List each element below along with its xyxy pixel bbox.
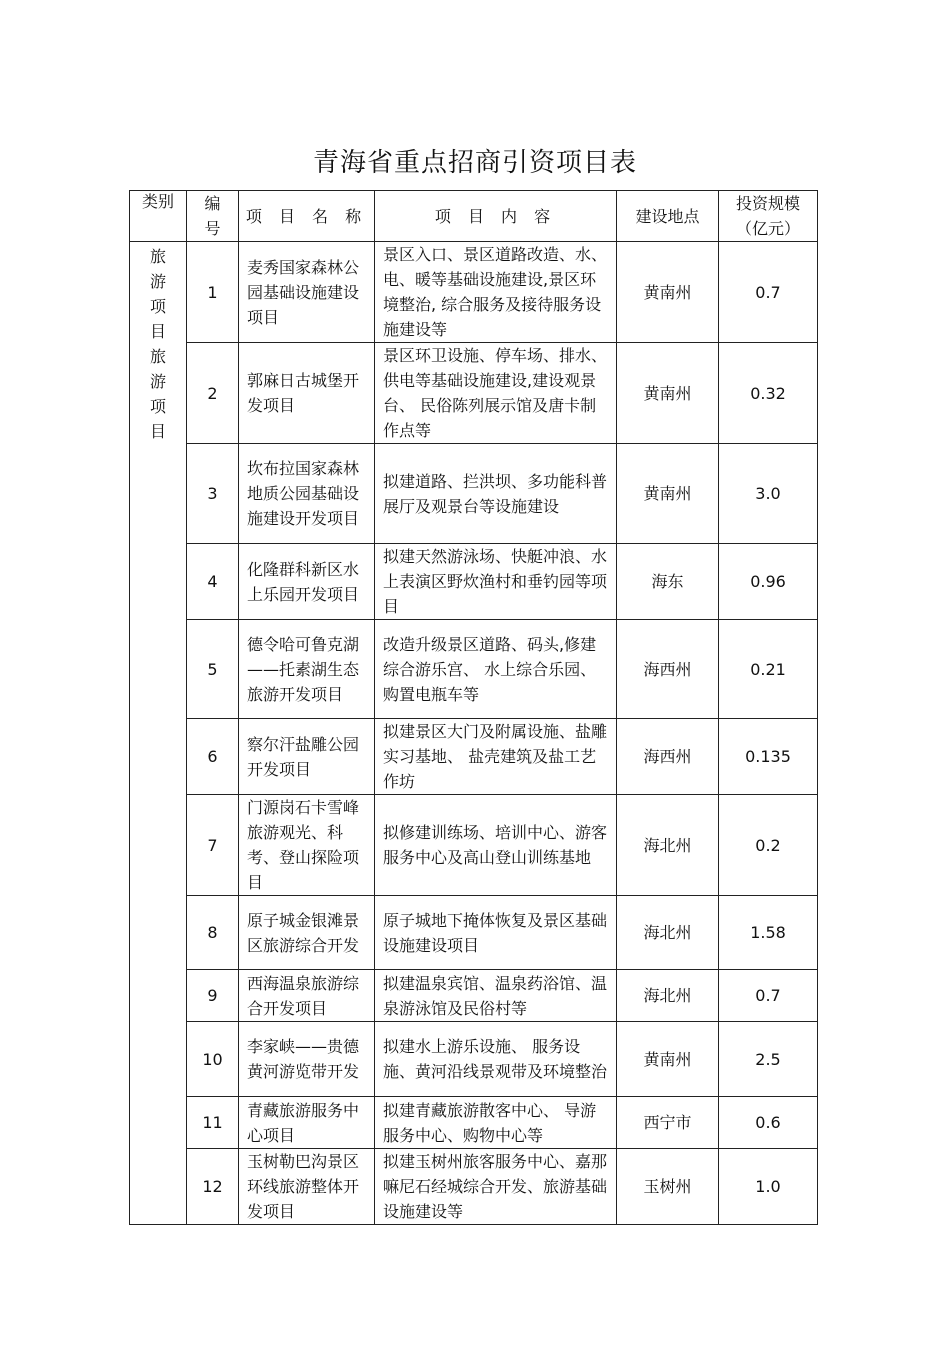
investment-amount: 0.21 — [719, 620, 818, 719]
project-location: 海北州 — [617, 795, 719, 896]
table-row — [130, 544, 818, 620]
header-number: 编号 — [187, 191, 239, 242]
project-name: 德令哈可鲁克湖——托素湖生态旅游开发项目 — [239, 620, 375, 719]
project-content: 景区入口、景区道路改造、水、电、暖等基础设施建设,景区环境整治, 综合服务及接待服务设施建设等 — [375, 242, 617, 343]
category-cell — [130, 242, 187, 1225]
investment-amount: 1.58 — [719, 896, 818, 970]
project-name: 玉树勒巴沟景区环线旅游整体开发项目 — [239, 1149, 375, 1225]
project-name: 坎布拉国家森林地质公园基础设施建设开发项目 — [239, 444, 375, 544]
table-body — [130, 242, 818, 1225]
header-name: 项 目 名 称 — [239, 191, 375, 242]
project-content: 拟建天然游泳场、快艇冲浪、水上表演区野炊渔村和垂钓园等项目 — [375, 544, 617, 620]
project-location: 黄南州 — [617, 343, 719, 444]
project-name: 察尔汗盐雕公园开发项目 — [239, 719, 375, 795]
row-number: 10 — [187, 1022, 239, 1097]
table-row — [130, 444, 818, 544]
project-name: 西海温泉旅游综合开发项目 — [239, 970, 375, 1022]
row-number: 9 — [187, 970, 239, 1022]
row-number: 3 — [187, 444, 239, 544]
project-location: 海北州 — [617, 970, 719, 1022]
project-table — [129, 190, 818, 1225]
table-row — [130, 1022, 818, 1097]
project-content: 景区环卫设施、停车场、排水、供电等基础设施建设,建设观景台、 民俗陈列展示馆及唐卡制作点等 — [375, 343, 617, 444]
investment-amount: 2.5 — [719, 1022, 818, 1097]
row-number: 8 — [187, 896, 239, 970]
row-number: 6 — [187, 719, 239, 795]
project-content: 拟建青藏旅游散客中心、 导游服务中心、购物中心等 — [375, 1097, 617, 1149]
row-number: 5 — [187, 620, 239, 719]
investment-amount: 0.32 — [719, 343, 818, 444]
investment-amount: 0.135 — [719, 719, 818, 795]
row-number: 7 — [187, 795, 239, 896]
table-row — [130, 1097, 818, 1149]
investment-amount: 0.6 — [719, 1097, 818, 1149]
investment-amount: 0.2 — [719, 795, 818, 896]
table-row — [130, 719, 818, 795]
project-content: 原子城地下掩体恢复及景区基础设施建设项目 — [375, 896, 617, 970]
project-name: 原子城金银滩景区旅游综合开发 — [239, 896, 375, 970]
project-location: 海西州 — [617, 719, 719, 795]
project-location: 黄南州 — [617, 444, 719, 544]
project-content: 拟建玉树州旅客服务中心、嘉那嘛尼石经城综合开发、旅游基础设施建设等 — [375, 1149, 617, 1225]
project-name: 门源岗石卡雪峰旅游观光、科考、登山探险项目 — [239, 795, 375, 896]
project-content: 拟修建训练场、培训中心、游客服务中心及高山登山训练基地 — [375, 795, 617, 896]
investment-amount: 0.7 — [719, 970, 818, 1022]
project-name: 麦秀国家森林公园基础设施建设项目 — [239, 242, 375, 343]
project-location: 玉树州 — [617, 1149, 719, 1225]
table-row — [130, 620, 818, 719]
table-row — [130, 896, 818, 970]
project-name: 化隆群科新区水上乐园开发项目 — [239, 544, 375, 620]
header-content: 项 目 内 容 — [375, 191, 617, 242]
category-label: 旅游项目旅游项目 — [149, 247, 166, 441]
project-name: 郭麻日古城堡开发项目 — [239, 343, 375, 444]
table-row — [130, 1149, 818, 1225]
row-number: 4 — [187, 544, 239, 620]
project-location: 海东 — [617, 544, 719, 620]
project-location: 西宁市 — [617, 1097, 719, 1149]
header-investment: 投资规模（亿元） — [719, 191, 818, 242]
project-content: 拟建道路、拦洪坝、多功能科普展厅及观景台等设施建设 — [375, 444, 617, 544]
investment-amount: 3.0 — [719, 444, 818, 544]
row-number: 11 — [187, 1097, 239, 1149]
investment-amount: 0.7 — [719, 242, 818, 343]
project-name: 青藏旅游服务中心项目 — [239, 1097, 375, 1149]
project-content: 拟建景区大门及附属设施、盐雕实习基地、 盐壳建筑及盐工艺作坊 — [375, 719, 617, 795]
row-number: 12 — [187, 1149, 239, 1225]
project-content: 拟建温泉宾馆、温泉药浴馆、温泉游泳馆及民俗村等 — [375, 970, 617, 1022]
row-number: 2 — [187, 343, 239, 444]
table-header-row — [130, 191, 818, 242]
project-name: 李家峡——贵德黄河游览带开发 — [239, 1022, 375, 1097]
page-title: 青海省重点招商引资项目表 — [312, 148, 637, 178]
table-row — [130, 795, 818, 896]
table-row — [130, 343, 818, 444]
row-number: 1 — [187, 242, 239, 343]
project-location: 黄南州 — [617, 242, 719, 343]
investment-amount: 1.0 — [719, 1149, 818, 1225]
project-content: 改造升级景区道路、码头,修建综合游乐宫、 水上综合乐园、购置电瓶车等 — [375, 620, 617, 719]
header-category: 类别 — [130, 191, 187, 242]
investment-amount: 0.96 — [719, 544, 818, 620]
header-location: 建设地点 — [617, 191, 719, 242]
project-location: 海西州 — [617, 620, 719, 719]
table-row — [130, 242, 818, 343]
project-location: 黄南州 — [617, 1022, 719, 1097]
project-location: 海北州 — [617, 896, 719, 970]
project-content: 拟建水上游乐设施、 服务设施、黄河沿线景观带及环境整治 — [375, 1022, 617, 1097]
table-row — [130, 970, 818, 1022]
